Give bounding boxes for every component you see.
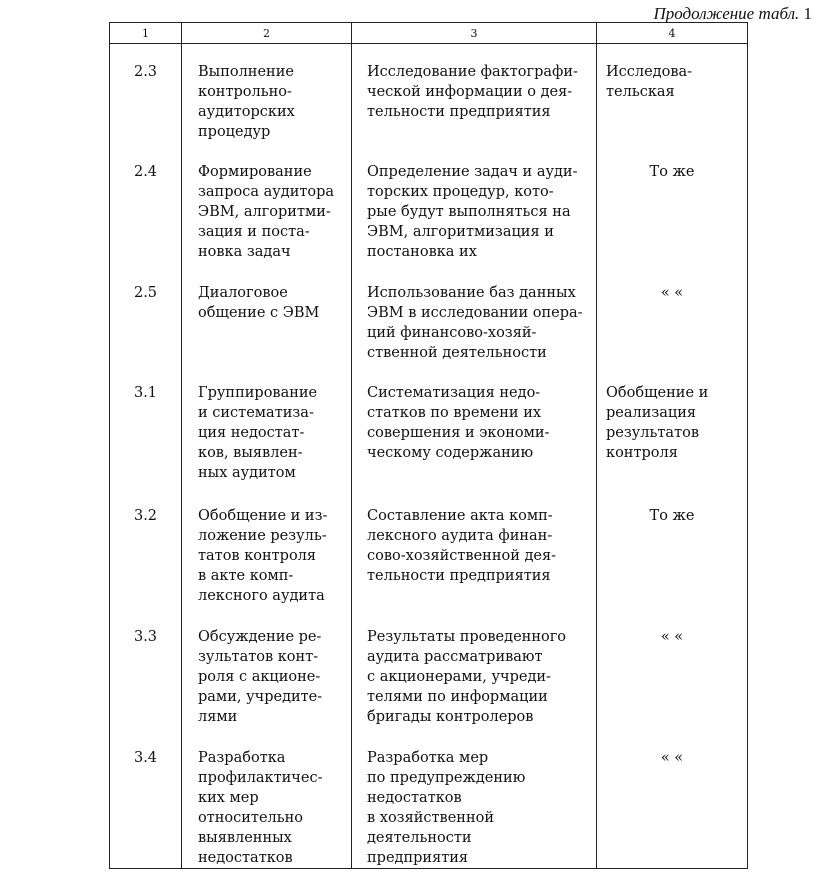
result-cell [597,365,748,488]
result-cell-text: То же [649,163,695,180]
row-number [110,44,182,144]
audit-procedures-table [109,22,748,869]
activity-cell [182,488,352,609]
result-cell-text: Обобщение и реализация результатов контроля [606,384,709,461]
table-row [110,44,748,144]
result-cell [597,488,748,609]
table-body [110,44,748,869]
activity-cell [182,609,352,730]
row-number-text: 3.3 [133,628,158,645]
activity-cell [182,265,352,365]
activity-cell-text: Обобщение и из- ложение резуль- татов контроля в акте комп- лексного аудита [198,507,328,604]
table-row [110,365,748,488]
row-number [110,265,182,365]
activity-cell-text: Разработка профилактичес- ких мер относительно выявленных недостатков [198,749,323,866]
table-row [110,144,748,265]
caption-text: Продолжение табл. [653,4,800,23]
description-cell-text: Определение задач и ауди- торских процедур, кото- рые будут выполняться на ЭВМ, алгоритмизация и постановка их [367,163,578,260]
column-header-3: 3 [352,23,597,44]
description-cell-text: Исследование фактографи- ческой информации о дея- тельности предприятия [367,64,578,120]
description-cell [352,365,597,488]
result-cell [597,44,748,144]
column-header-4: 4 [597,23,748,44]
description-cell [352,265,597,365]
result-cell [597,144,748,265]
result-cell-text: « « [660,749,684,766]
row-number [110,609,182,730]
activity-cell [182,365,352,488]
caption-table-number: 1 [803,4,812,23]
description-cell-text: Использование баз данных ЭВМ в исследовании опера- ций финансово-хозяй- ственной деятельности [367,284,583,361]
activity-cell-text: Обсуждение ре- зультатов конт- роля с акционе- рами, учредите- лями [198,628,323,725]
result-cell-text: То же [649,507,695,524]
table-header-row [110,23,748,44]
table-row [110,609,748,730]
row-number-text: 3.1 [133,384,158,401]
table-row [110,730,748,869]
activity-cell-text: Группирование и систематиза- ция недостат- ков, выявлен- ных аудитом [198,384,318,481]
description-cell-text: Составление акта комп- лексного аудита финан- сово-хозяйственной дея- тельности предприятия [367,507,557,584]
row-number-text: 2.3 [133,64,158,80]
result-cell [597,730,748,869]
row-number [110,144,182,265]
row-number-text: 3.4 [133,749,158,766]
row-number [110,365,182,488]
description-cell [352,44,597,144]
result-cell-text: Исследова- тельская [606,64,693,100]
description-cell-text: Разработка мер по предупреждению недостатков в хозяйственной деятельности предприятия [367,749,526,866]
description-cell-text: Результаты проведенного аудита рассматривают с акционерами, учреди- телями по информации бригады контролеров [367,628,567,725]
result-cell-text: « « [660,628,684,645]
description-cell-text: Систематизация недо- статков по времени их совершения и экономи- ческому содержанию [367,384,550,461]
row-number [110,488,182,609]
activity-cell-text: Выполнение контрольно- аудиторских процедур [198,64,295,140]
row-number-text: 2.4 [133,163,158,180]
description-cell [352,144,597,265]
result-cell [597,265,748,365]
result-cell [597,609,748,730]
column-header-2: 2 [182,23,352,44]
table-continuation-caption [653,4,812,24]
table-row [110,265,748,365]
description-cell [352,488,597,609]
row-number [110,730,182,869]
table-row [110,488,748,609]
description-cell [352,609,597,730]
row-number-text: 2.5 [133,284,158,301]
column-header-1: 1 [110,23,182,44]
activity-cell [182,44,352,144]
activity-cell [182,144,352,265]
activity-cell-text: Формирование запроса аудитора ЭВМ, алгоритми- зация и поста- новка задач [198,163,335,260]
activity-cell [182,730,352,869]
activity-cell-text: Диалоговое общение с ЭВМ [198,284,320,321]
description-cell [352,730,597,869]
result-cell-text: « « [660,284,684,301]
row-number-text: 3.2 [133,507,158,524]
